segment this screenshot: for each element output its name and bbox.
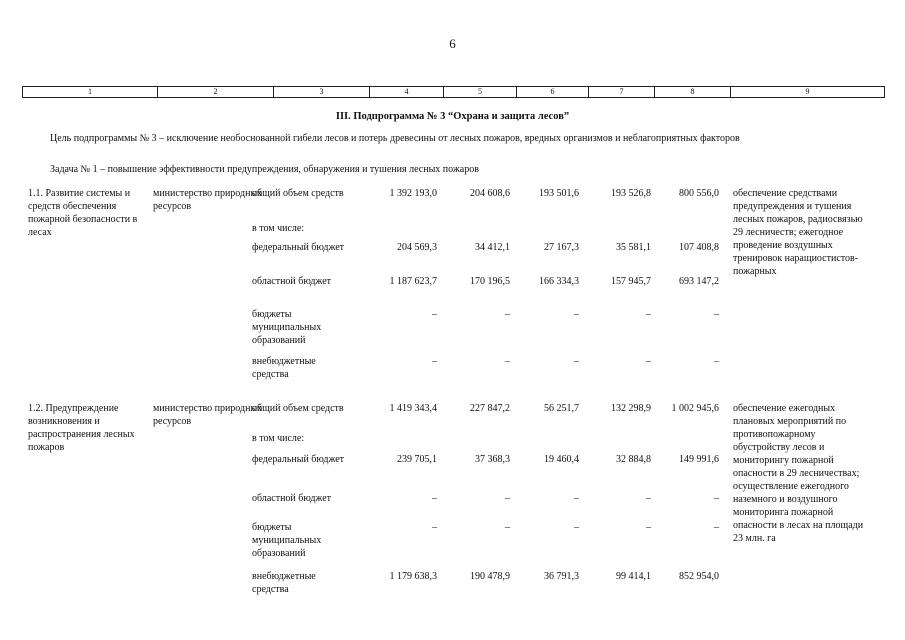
funding-value: – [714, 356, 719, 367]
funding-value: – [505, 522, 510, 533]
funding-source: бюджеты муниципальных образований [252, 522, 322, 559]
funding-value: 149 991,6 [679, 454, 719, 465]
measure-result: обеспечение средствами предупреждения и тушения лесных пожаров, радиосвязью 29 лесничеств; ежегодное проведение воздушных тренировок наращиостистов-пожарных [733, 188, 863, 277]
measure-executor: министерство природных ресурсов [153, 188, 263, 212]
page-number: 6 [449, 36, 456, 51]
column-number: 3 [274, 87, 370, 98]
funding-value: – [714, 493, 719, 504]
funding-value: 27 167,3 [544, 242, 579, 253]
funding-value: 166 334,3 [539, 276, 579, 287]
funding-value: 227 847,2 [470, 403, 510, 414]
funding-value: – [574, 356, 579, 367]
funding-value: 107 408,8 [679, 242, 719, 253]
measure-name: 1.1. Развитие системы и средств обеспечения пожарной безопасности в лесах [28, 188, 138, 238]
funding-value: – [714, 522, 719, 533]
funding-value: 35 581,1 [616, 242, 651, 253]
measure-result: обеспечение ежегодных плановых мероприятий по противопожарному обустройству лесов и мониторингу пожарной опасности в 29 лесничествах; осуществление ежегодного наземного и воздушного мониторинга пожарной опасности в лесах на площади 23 млн. га [733, 403, 864, 544]
funding-value: – [432, 522, 437, 533]
column-number-header [22, 86, 885, 98]
measure-executor: министерство природных ресурсов [153, 403, 263, 427]
task-text: Задача № 1 – повышение эффективности предупреждения, обнаружения и тушения лесных пожаров [50, 164, 479, 175]
funding-value: 800 556,0 [679, 188, 719, 199]
funding-value: 204 608,6 [470, 188, 510, 199]
column-number: 8 [655, 87, 731, 98]
funding-value: 1 002 945,6 [671, 403, 719, 414]
funding-value: 132 298,9 [611, 403, 651, 414]
funding-value: 1 187 623,7 [389, 276, 437, 287]
funding-value: 37 368,3 [475, 454, 510, 465]
funding-source: внебюджетные средства [252, 356, 316, 380]
funding-value: – [646, 493, 651, 504]
column-number: 1 [23, 87, 158, 98]
funding-value: 32 884,8 [616, 454, 651, 465]
funding-value: – [432, 356, 437, 367]
funding-value: 1 392 193,0 [389, 188, 437, 199]
funding-value: 19 460,4 [544, 454, 579, 465]
funding-value: 239 705,1 [397, 454, 437, 465]
funding-source: федеральный бюджет [252, 454, 345, 465]
funding-value: 1 179 638,3 [389, 571, 437, 582]
funding-value: – [574, 522, 579, 533]
column-number: 5 [444, 87, 517, 98]
funding-source: внебюджетные средства [252, 571, 316, 595]
column-number: 6 [517, 87, 589, 98]
funding-source: в том числе: [252, 433, 305, 444]
column-number: 4 [370, 87, 444, 98]
column-number: 9 [731, 87, 885, 98]
funding-value: – [646, 356, 651, 367]
funding-source: областной бюджет [252, 493, 332, 504]
funding-value: 190 478,9 [470, 571, 510, 582]
funding-value: 34 412,1 [475, 242, 510, 253]
funding-value: 99 414,1 [616, 571, 651, 582]
goal-text: Цель подпрограммы № 3 – исключение необоснованной гибели лесов и потерь древесины от лесных пожаров, вредных организмов и неблагоприятных факторов [50, 133, 740, 144]
funding-value: 852 954,0 [679, 571, 719, 582]
measure-name: 1.2. Предупреждение возникновения и распространения лесных пожаров [28, 403, 135, 453]
funding-value: – [432, 493, 437, 504]
funding-value: – [714, 309, 719, 320]
funding-value: – [574, 493, 579, 504]
funding-source: федеральный бюджет [252, 242, 345, 253]
funding-value: 693 147,2 [679, 276, 719, 287]
funding-value: – [432, 309, 437, 320]
funding-value: – [646, 522, 651, 533]
section-title: III. Подпрограмма № 3 “Охрана и защита лесов” [335, 111, 570, 122]
funding-value: 56 251,7 [544, 403, 579, 414]
column-number: 7 [589, 87, 655, 98]
funding-source: общий объем средств [252, 403, 344, 414]
funding-value: – [505, 493, 510, 504]
funding-source: областной бюджет [252, 276, 332, 287]
funding-value: – [646, 309, 651, 320]
funding-value: 204 569,3 [397, 242, 437, 253]
funding-value: – [574, 309, 579, 320]
funding-value: 193 501,6 [539, 188, 579, 199]
funding-source: в том числе: [252, 223, 305, 234]
funding-source: бюджеты муниципальных образований [252, 309, 322, 346]
funding-value: – [505, 356, 510, 367]
funding-source: общий объем средств [252, 188, 344, 199]
funding-value: 157 945,7 [611, 276, 651, 287]
funding-value: 193 526,8 [611, 188, 651, 199]
funding-value: – [505, 309, 510, 320]
funding-value: 170 196,5 [470, 276, 510, 287]
funding-value: 36 791,3 [544, 571, 579, 582]
funding-value: 1 419 343,4 [389, 403, 437, 414]
column-number: 2 [158, 87, 274, 98]
